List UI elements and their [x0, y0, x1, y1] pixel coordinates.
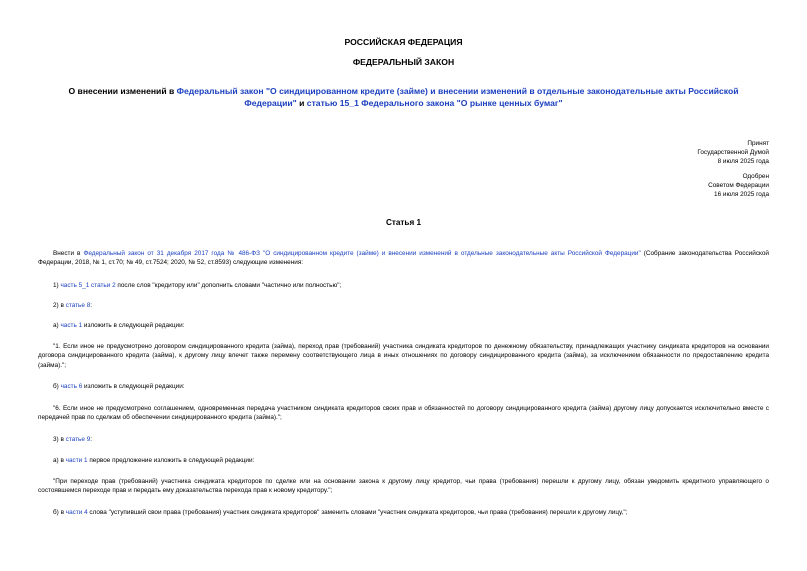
accepted-by: Государственной Думой: [697, 148, 769, 156]
link-article-8[interactable]: статье 8: [65, 302, 91, 309]
link-part-1[interactable]: часть 1: [60, 322, 83, 329]
item-2a: а) часть 1 изложить в следующей редакции:: [53, 322, 185, 329]
item-2b: б) часть 6 изложить в следующей редакции:: [53, 383, 185, 390]
item-3: 3) в статье 9:: [53, 436, 93, 443]
link-law-486fz[interactable]: Федеральный закон от 31 декабря 2017 года № 486-ФЗ "О синдицированном кредите (займе) и внесении изменений в отдельные законодательные акты Российской Федерации": [83, 250, 641, 257]
approved-by: Советом Федерации: [708, 181, 769, 189]
link-part-6[interactable]: часть 6: [60, 383, 83, 390]
item-3a: а) в части 1 первое предложение изложить в следующей редакции:: [53, 457, 255, 464]
law-title: [52, 86, 755, 109]
article-title: Статья 1: [385, 218, 422, 227]
item-2: 2) в статье 8:: [53, 302, 93, 309]
doc-type-heading: ФЕДЕРАЛЬНЫЙ ЗАКОН: [352, 57, 455, 67]
link-part-1-article-9[interactable]: части 1: [65, 457, 88, 464]
title-link-article-15-1[interactable]: статью 15_1 Федерального закона "О рынке ценных бумаг": [306, 97, 563, 108]
link-article-9[interactable]: статье 9: [65, 436, 91, 443]
link-part-4[interactable]: части 4: [65, 509, 88, 516]
acceptance-block: [609, 140, 769, 199]
title-mid: и: [296, 97, 307, 108]
approved-label: Одобрен: [742, 172, 769, 180]
title-prefix: О внесении изменений в: [68, 86, 177, 96]
country-heading: РОССИЙСКАЯ ФЕДЕРАЦИЯ: [344, 37, 463, 47]
accepted-label: Принят: [747, 140, 769, 147]
link-part-5-1-article-2[interactable]: часть 5_1 статьи 2: [60, 282, 116, 289]
approved-date: 16 июля 2025 года: [714, 190, 769, 198]
quote-part-1: "1. Если иное не предусмотрено договором синдицированного кредита (займа), переход прав (требований) участника синдиката кредиторов по денежному обязательству, принадлежащих участнику синдиката кредиторов на основании договора синдицированного кредита (займа), к другому лицу влечет также перемену соответствующего лица в иных отношениях по договору синдицированного кредита (займа), за исключением обязанности по предоставлению кредита (займа).";: [38, 343, 769, 369]
quote-article-9-part-1: "При переходе прав (требований) участника синдиката кредиторов по сделке или на основании закона к другому лицу кредитор, чьи права (требования) перешли к другому лицу, обязан уведомить кредитного управляющего о состоявшемся переходе прав и передать ему доказательства перехода прав к новому кредитору.";: [38, 478, 769, 495]
intro-paragraph: Внести в Федеральный закон от 31 декабря 2017 года № 486-ФЗ "О синдицированном кредите (займе) и внесении изменений в отдельные законодательные акты Российской Федерации" (Собрание законодательства Российской Федерации, 2018, № 1, ст.70; № 49, ст.7524; 2020, № 52, ст.8593) следующие изменения:: [38, 250, 770, 267]
item-3b: б) в части 4 слова "уступивший свои права (требования) участник синдиката кредиторов" заменить словами "участник синдиката кредиторов, чьи права (требования) перешли к другому лицу,";: [53, 509, 628, 516]
item-1: 1) часть 5_1 статьи 2 после слов "кредитору или" дополнить словами "частично или полностью";: [53, 282, 342, 289]
title-link-federal-law[interactable]: Федеральный закон "О синдицированном кредите (займе) и внесении изменений в отдельные законодательные акты Российской Федерации": [176, 86, 739, 108]
quote-part-6: "6. Если иное не предусмотрено соглашением, одновременная передача участником синдиката кредиторов своих прав и обязанностей по договору синдицированного кредита (займа) другому лицу допускается исключительно вместе с передачей прав по сделкам об обеспечении синдицированного кредита (займа).";: [38, 405, 769, 422]
accepted-date: 8 июля 2025 года: [717, 157, 769, 165]
